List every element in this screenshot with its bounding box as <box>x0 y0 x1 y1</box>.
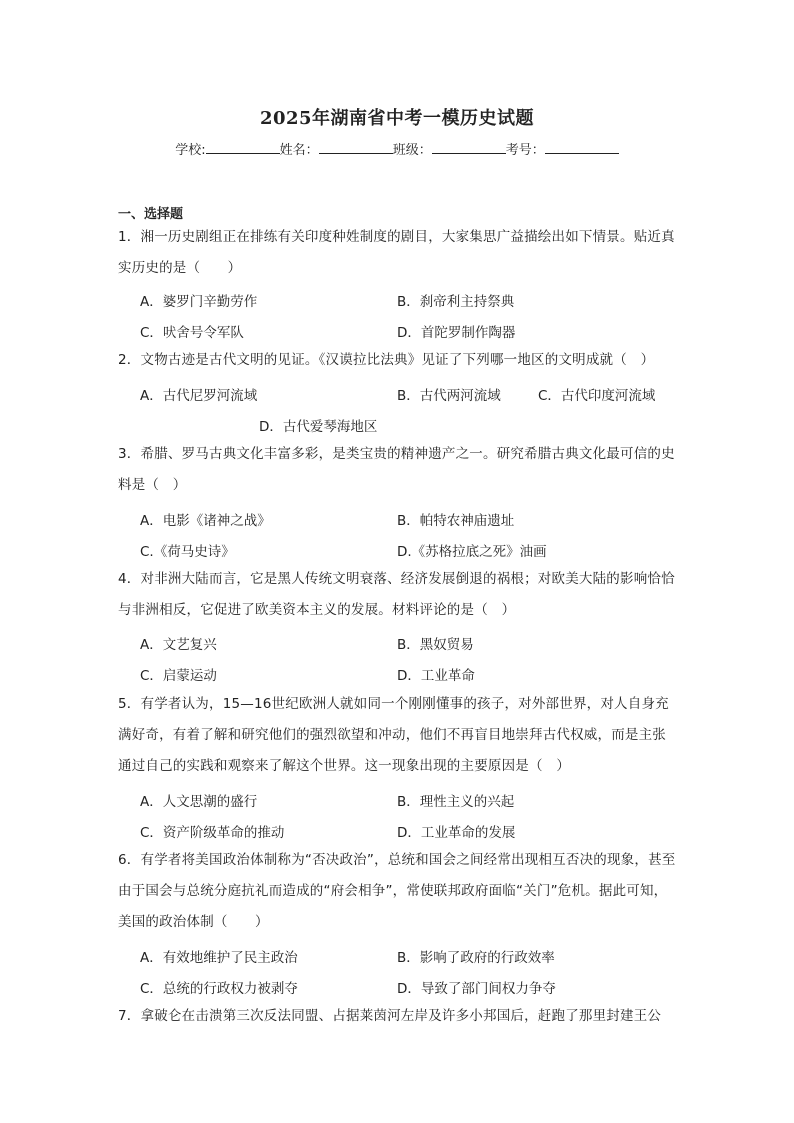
exam-number-blank[interactable] <box>545 141 619 154</box>
question-6-stem: 6．有学者将美国政治体制称为“否决政治”，总统和国会之间经常出现相互否决的现象，甚至由于国会与总统分庭抗礼而造成的“府会相争”，常使联邦政府面临“关门”危机。据此可知，美国的政治体制（ ） <box>118 852 676 930</box>
question-2-option-d[interactable]: D．古代爱琴海地区 <box>259 419 378 435</box>
question-6-option-d[interactable]: D．导致了部门间权力争夺 <box>397 981 556 997</box>
name-label: 姓名： <box>279 143 319 158</box>
question-1-stem: 1．湘一历史剧组正在排练有关印度种姓制度的剧目，大家集思广益描绘出如下情景。贴近真实历史的是（ ） <box>118 229 675 276</box>
question-3-stem: 3．希腊、罗马古典文化丰富多彩，是类宝贵的精神遗产之一。研究希腊古典文化最可信的史料是（ ） <box>118 446 675 493</box>
name-blank[interactable] <box>319 141 393 154</box>
question-4-stem: 4．对非洲大陆而言，它是黑人传统文明衰落、经济发展倒退的祸根；对欧美大陆的影响恰恰与非洲相反，它促进了欧美资本主义的发展。材料评论的是（ ） <box>118 571 675 618</box>
question-3-option-c[interactable]: C.《荷马史诗》 <box>140 544 235 560</box>
question-6-option-c[interactable]: C．总统的行政权力被剥夺 <box>140 981 298 997</box>
question-4-option-c[interactable]: C．启蒙运动 <box>140 668 217 684</box>
question-3-option-d[interactable]: D.《苏格拉底之死》油画 <box>397 544 547 560</box>
question-7-stem: 7．拿破仑在击溃第三次反法同盟、占据莱茵河左岸及许多小邦国后，赶跑了那里封建王公 <box>118 1008 662 1024</box>
student-info-line <box>0 139 794 158</box>
section-title: 一、选择题 <box>118 207 184 222</box>
school-label: 学校: <box>175 143 206 158</box>
class-blank[interactable] <box>432 141 506 154</box>
question-5-stem: 5．有学者认为，15—16世纪欧洲人就如同一个刚刚懂事的孩子，对外部世界，对人自身充满好奇，有着了解和研究他们的强烈欲望和冲动，他们不再盲目地崇拜古代权威，而是主张通过自己的实践和观察来了解这个世界。这一现象出现的主要原因是（ ） <box>118 696 669 774</box>
question-5-option-a[interactable]: A．人文思潮的盛行 <box>140 794 258 810</box>
question-1-option-b[interactable]: B．刹帝利主持祭典 <box>397 294 515 310</box>
question-4-option-d[interactable]: D．工业革命 <box>397 668 475 684</box>
school-blank[interactable] <box>206 141 280 154</box>
exam-title: 2025年湖南省中考一模历史试题 <box>259 108 535 129</box>
class-label: 班级： <box>392 143 432 158</box>
question-2-option-a[interactable]: A．古代尼罗河流域 <box>140 388 258 404</box>
question-6-option-a[interactable]: A．有效地维护了民主政治 <box>140 950 298 966</box>
question-3-option-b[interactable]: B．帕特农神庙遗址 <box>397 513 515 529</box>
question-5-option-d[interactable]: D．工业革命的发展 <box>397 825 516 841</box>
question-2-option-b[interactable]: B．古代两河流域 <box>397 388 501 404</box>
question-1-option-a[interactable]: A．婆罗门辛勤劳作 <box>140 294 258 310</box>
question-5-option-c[interactable]: C．资产阶级革命的推动 <box>140 825 285 841</box>
question-4-option-b[interactable]: B．黑奴贸易 <box>397 637 474 653</box>
question-6-option-b[interactable]: B．影响了政府的行政效率 <box>397 950 555 966</box>
question-3-option-a[interactable]: A．电影《诸神之战》 <box>140 513 271 529</box>
question-2-option-c[interactable]: C．古代印度河流域 <box>538 388 656 404</box>
exam-number-label: 考号： <box>505 143 545 158</box>
question-2-stem: 2．文物古迹是古代文明的见证。《汉谟拉比法典》见证了下列哪一地区的文明成就（ ） <box>118 352 655 368</box>
question-5-option-b[interactable]: B．理性主义的兴起 <box>397 794 515 810</box>
question-4-option-a[interactable]: A．文艺复兴 <box>140 637 217 653</box>
question-1-option-d[interactable]: D．首陀罗制作陶器 <box>397 325 516 341</box>
question-1-option-c[interactable]: C．吠舍号令军队 <box>140 325 244 341</box>
